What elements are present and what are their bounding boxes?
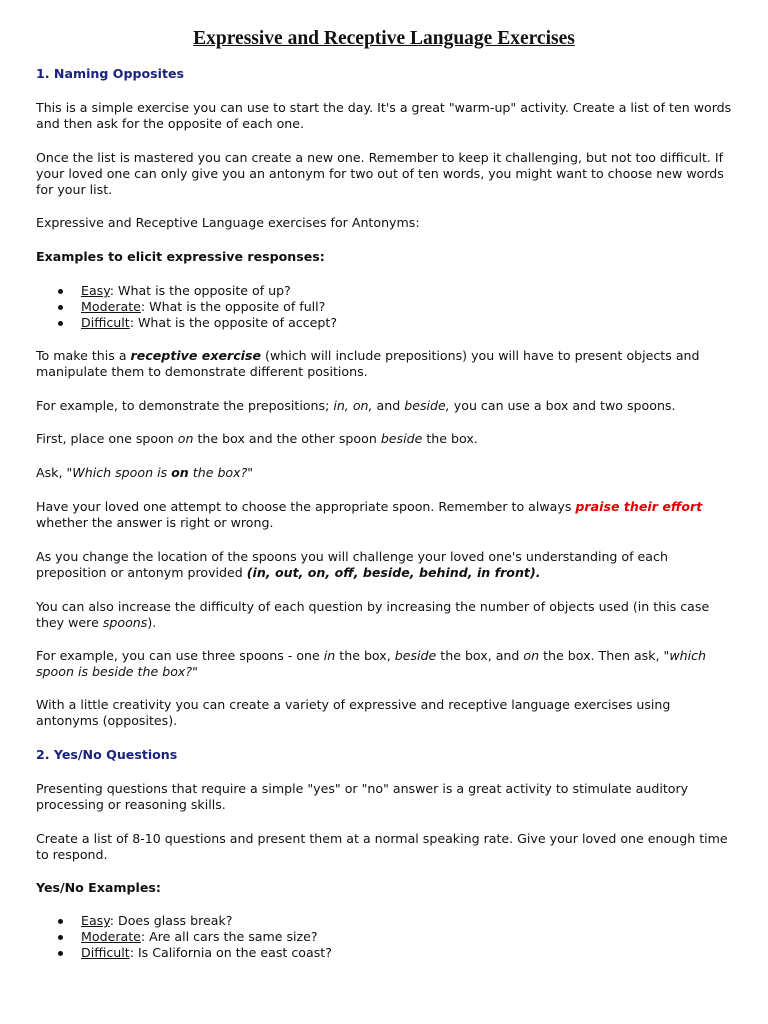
bullet-icon bbox=[58, 935, 63, 940]
paragraph: For example, to demonstrate the prepositions; in, on, and beside, you can use a box and two spoons. bbox=[36, 398, 676, 413]
paragraph: This is a simple exercise you can use to start the day. It's a great "warm-up" activity. Create a list of ten words and then ask for the opposite of each one. bbox=[36, 100, 732, 131]
example-text: : What is the opposite of accept? bbox=[129, 315, 338, 330]
bullet-icon bbox=[58, 305, 63, 310]
list-item bbox=[36, 929, 736, 945]
yes-no-examples-list bbox=[36, 913, 736, 961]
paragraph: Have your loved one attempt to choose the appropriate spoon. Remember to always praise their effort whether the answer is right or wrong. bbox=[36, 499, 703, 530]
difficulty-label: Easy bbox=[81, 913, 110, 928]
list-item bbox=[36, 315, 736, 331]
examples-heading: Examples to elicit expressive responses: bbox=[36, 249, 325, 264]
example-text: : What is the opposite of up? bbox=[109, 283, 291, 298]
paragraph: With a little creativity you can create a variety of expressive and receptive language exercises using antonyms (opposites). bbox=[36, 697, 671, 728]
paragraph: As you change the location of the spoons you will challenge your loved one's understanding of each preposition or antonym provided (in, out, on, off, beside, behind, in front). bbox=[36, 549, 668, 580]
section-heading-yes-no-questions: 2. Yes/No Questions bbox=[36, 747, 178, 762]
difficulty-label: Difficult bbox=[81, 945, 130, 960]
example-text: : Is California on the east coast? bbox=[129, 945, 332, 960]
bullet-icon bbox=[58, 919, 63, 924]
paragraph: First, place one spoon on the box and the other spoon beside the box. bbox=[36, 431, 478, 446]
section-heading-naming-opposites: 1. Naming Opposites bbox=[36, 66, 185, 81]
list-item bbox=[36, 945, 736, 961]
paragraph: Presenting questions that require a simple "yes" or "no" answer is a great activity to stimulate auditory processing or reasoning skills. bbox=[36, 781, 689, 812]
paragraph: Expressive and Receptive Language exercises for Antonyms: bbox=[36, 215, 420, 230]
paragraph: For example, you can use three spoons - one in the box, beside the box, and on the box. Then ask, "which spoon is beside the box?" bbox=[36, 648, 707, 679]
list-item bbox=[36, 283, 736, 299]
difficulty-label: Easy bbox=[81, 283, 110, 298]
paragraph: You can also increase the difficulty of each question by increasing the number of objects used (in this case they were spoons). bbox=[36, 599, 710, 630]
difficulty-label: Moderate bbox=[81, 299, 141, 314]
paragraph: To make this a receptive exercise (which will include prepositions) you will have to present objects and manipulate them to demonstrate different positions. bbox=[36, 348, 700, 379]
list-item bbox=[36, 299, 736, 315]
examples-heading: Yes/No Examples: bbox=[36, 880, 161, 895]
bullet-icon bbox=[58, 951, 63, 956]
example-text: : Are all cars the same size? bbox=[140, 929, 318, 944]
paragraph: Create a list of 8-10 questions and present them at a normal speaking rate. Give your loved one enough time to respond. bbox=[36, 831, 728, 862]
example-text: : What is the opposite of full? bbox=[140, 299, 326, 314]
difficulty-label: Moderate bbox=[81, 929, 141, 944]
paragraph: Once the list is mastered you can create a new one. Remember to keep it challenging, but not too difficult. If your loved one can only give you an antonym for two out of ten words, you might want to choose new words for your list. bbox=[36, 150, 724, 197]
difficulty-label: Difficult bbox=[81, 315, 130, 330]
paragraph: Ask, "Which spoon is on the box?" bbox=[36, 465, 254, 480]
list-item bbox=[36, 913, 736, 929]
page-title: Expressive and Receptive Language Exercises bbox=[193, 28, 575, 49]
expressive-examples-list bbox=[36, 283, 736, 331]
highlighted-text: praise their effort bbox=[575, 499, 703, 514]
bullet-icon bbox=[58, 321, 63, 326]
example-text: : Does glass break? bbox=[109, 913, 233, 928]
bullet-icon bbox=[58, 289, 63, 294]
